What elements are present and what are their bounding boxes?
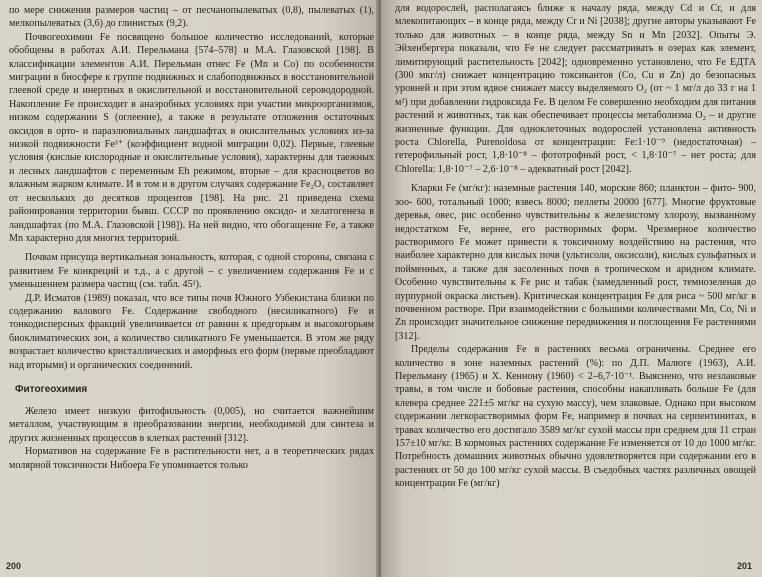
right-paragraph-3: Пределы содержания Fe в растениях весьма ограничены. Среднее его количество в зоне наземных растений (%): по Д.П. Малюге (1963), А.И. Перельману (1965) и Х. Кеннону (1960) < 2–6,7·10⁻¹. Выяснено, что незлаковые травы, в том числе и бобовые растения, способны накапливать больше Fe (для клевера среднее 221±5 мг/кг на сухую массу), чем злаковые. Однако при высоком содержании легкорастворимых форм Fe, например в почвах на серпентинитах, в травах количество его достигало 3589 мг/кг сухой массы при среднем для 11 стран 157±10 мг/кг. В кормовых растениях содержание Fe изменяется от 10 до 1000 мг/кг. Потребность домашних животных обычно удовлетворяется при содержании его в растениях от 50 до 100 мг/кг сухой массы. В съедобных частях различных овощей концентрации Fe (мг/кг) — [395, 344, 756, 490]
left-paragraph-5: Железо имеет низкую фитофильность (0,005), но считается важнейшим металлом, участвующим в преобразовании энергии, необходимой для синтеза и других жизненных процессов в клетках растений [312]. — [9, 405, 374, 444]
right-page-number: 201 — [736, 561, 752, 571]
right-paragraph-1: для водорослей, располагаясь ближе к началу ряда, между Cd и Cr, и для млекопитающих – в конце ряда, между Cr и Ni [2038]; другие авторы указывают Fe только для животных – в конце ряда, между Sn и Mn [2032]. Опыты Э. Эйхенбергера показали, что Fe не следует рассматривать в озерах как элемент, лимитирующий растительность [2042]; одновременно установлено, что Fe ЕДТА (300 мкг/л) снижает концентрацию токсикантов (Co, Cu и Zn) до безопасных уровней и при этом вдвое снижает массу выделяемого O₂ (от ~ 1 мг/л до 33 г на 1 м²) при добавлении гидроксида Fe. В целом Fe совершенно необходим для питания растений и животных, так как обеспечивает процессы метаболизма O₂ – и другие жизненные функции. Для одноклеточных водорослей установлена активность роста Chlorella, Purenoidosa от концентрации: Fe:1·10⁻⁹ (недостаточная) – гетерофильный рост, 1,8·10⁻⁸ – фототрофный рост, < 1,8·10⁻⁷ – нет роста; для Chlorella: 1,8·10⁻⁷ – 2,6·10⁻⁸ – адекватный рост [2042]. — [395, 3, 756, 175]
right-paragraph-2: Кларки Fe (мг/кг): наземные растения 140, морские 860; планктон – фито- 900, зоо- 600, тотальный 1000; взвесь 8000; пеллеты 20000 [677]. Многие фруктовые деревья, овес, рис особенно чувствительны к железистому хлорозу, вызванному недостатком Fe, вернее, его растворимых форм. Чрезмерное количество растворимого Fe может привести к токсичному воздействию на растения, что наиболее характерно для кислых почв (ультисоли, оксисоли), кислых сульфатных и пойменных, а также для засоленных почв в тропическом и аридном климате. Особенно чувствительны к Fe рис и табак (замедленный рост, темнозеленая до пурпурной окраска листьев). Критическая концентрация Fe для риса ~ 500 мг/кг в почвенном растворе. При взаимодействии с большими количествами Mn, Co, Ni и Zn происходит значительное снижение передвижения и поглощения Fe растениями [312]. — [395, 183, 756, 342]
left-paragraph-4: Д.Р. Исматов (1989) показал, что все типы почв Южного Узбекистана близки по содержанию валового Fe. Содержание свободного (несиликатного) Fe и тонкодисперсных фракций увеличивается от равнин к предгорьям и высокогорьям биоклиматических зон, а количество силикатного Fe уменьшается. В этом же ряду возрастает количество кристаллических и аморфных его форм (первые преобладают над вторыми) и органических соединений. — [9, 292, 374, 371]
left-page — [0, 0, 380, 577]
left-paragraph-1: по мере снижения размеров частиц – от песчанопылеватых (0,8), пылеватых (1), мелкопылеватых (3,6) до глинистых (9,2). — [9, 5, 374, 30]
left-paragraph-6: Нормативов на содержание Fe в растительности нет, а в теоретических рядах молярной токсичности Нибоера Fe упоминается только — [9, 446, 374, 471]
left-paragraph-2: Почвогеохимии Fe посвящено большое количество исследований, которые обобщены в работах А.И. Перельмана [574–578] и М.А. Глазовской [198]. В классификации элементов А.И. Перельман отнес Fe (Mn и Co) по особенности миграции в биосфере к группе подвижных и слабоподвижных в восстановительной глеевой среде и инертных в окислительной и восстановительной сероводородной. Накопление Fe происходит в анаэробных условиях при участии микроорганизмов, низком содержании S (оглеение), а также в результате отложения остаточных оксидов в орто- и параэлювиальных ландшафтах в окислительных условиях из-за низкой подвижности Fe³⁺ (коэффициент водной миграции 0,02). Первые, глеевые условия (кислые кислородные и окислительные условия), характерны для таежных и лесных ландшафтов с переменным Eh режимом, вторые – для красноцветов во влажным жарком климате. И в том и в другом случаях содержание Fe₂O₃ составляет от нескольких до десятков процентов [198]. На рис. 21 приведена схема районирования территории бывш. СССР по проявлению оксидо- и хелатогенеза в ландшафтах (по М.А. Глазовской [198]). На ней видно, что обогащение Fe, а также Mn характерно для многих территорий. — [9, 31, 374, 244]
left-paragraph-3: Почвам присуща вертикальная зональность, которая, с одной стороны, связана с развитием Fe конкреций и т.д., а с другой – с увеличением содержания Fe и с уменьшением размера частиц (см. табл. 45¹). — [9, 252, 374, 291]
right-page — [381, 0, 762, 577]
section-heading-phytogeochemistry: Фитогеохимия — [15, 383, 88, 395]
left-page-number: 200 — [6, 561, 22, 571]
